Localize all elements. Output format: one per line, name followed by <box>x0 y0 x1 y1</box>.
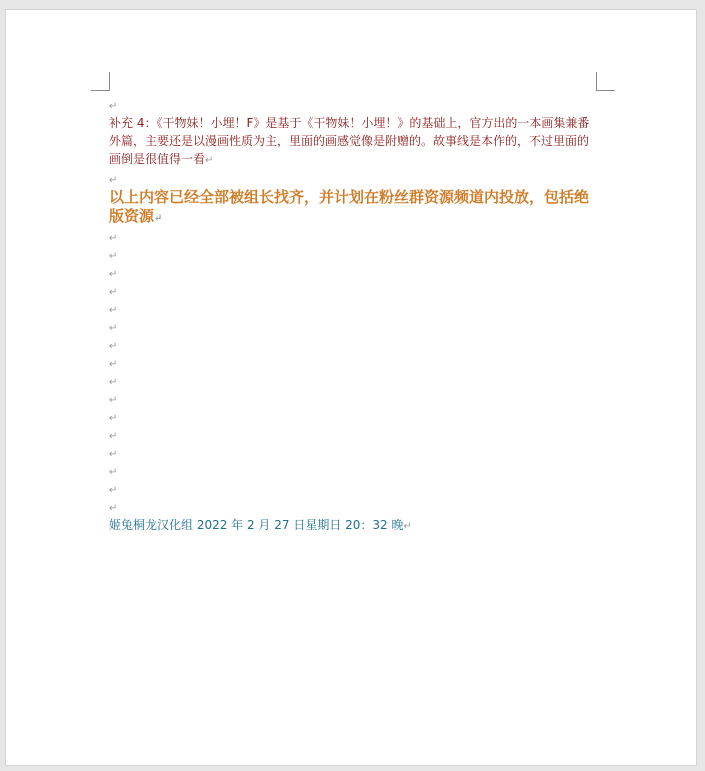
document-body[interactable] <box>109 96 599 536</box>
paragraph-text: 补充 4：《干物妹！小埋！F》是基于《干物妹！小埋！》的基础上，官方出的一本画集兼番外篇，主要还是以漫画性质为主，里面的画感觉像是附赠的。故事线是本作的，不过里面的画倒是很值得一看 <box>109 116 590 166</box>
paragraph-notice <box>109 188 599 228</box>
margin-corner-top-left <box>91 72 110 91</box>
document-page <box>5 9 697 766</box>
empty-paragraph: ↵ <box>109 233 118 244</box>
empty-paragraph: ↵ <box>109 359 118 370</box>
empty-paragraph: ↵ <box>109 287 118 298</box>
empty-paragraph: ↵ <box>109 503 118 514</box>
empty-paragraph: ↵ <box>109 377 118 388</box>
empty-paragraph: ↵ <box>109 175 118 186</box>
signature-text: 姬兔桐龙汉化组 2022 年 2 月 27 日星期日 20：32 晚 <box>109 518 404 532</box>
paragraph-mark: ↵ <box>205 155 214 166</box>
empty-paragraph: ↵ <box>109 323 118 334</box>
empty-paragraph: ↵ <box>109 251 118 262</box>
empty-paragraph: ↵ <box>109 449 118 460</box>
empty-paragraph: ↵ <box>109 101 118 112</box>
paragraph-supplement-4 <box>109 114 599 170</box>
empty-paragraph: ↵ <box>109 431 118 442</box>
empty-paragraph: ↵ <box>109 467 118 478</box>
empty-paragraph: ↵ <box>109 395 118 406</box>
empty-paragraph: ↵ <box>109 269 118 280</box>
empty-paragraph: ↵ <box>109 413 118 424</box>
empty-paragraph: ↵ <box>109 341 118 352</box>
empty-paragraph: ↵ <box>109 305 118 316</box>
margin-corner-top-right <box>596 72 615 91</box>
paragraph-mark: ↵ <box>154 213 163 224</box>
paragraph-signature <box>109 516 599 536</box>
empty-paragraph: ↵ <box>109 485 118 496</box>
paragraph-text: 以上内容已经全部被组长找齐，并计划在粉丝群资源频道内投放，包括绝版资源 <box>109 188 590 225</box>
paragraph-mark: ↵ <box>403 521 412 532</box>
